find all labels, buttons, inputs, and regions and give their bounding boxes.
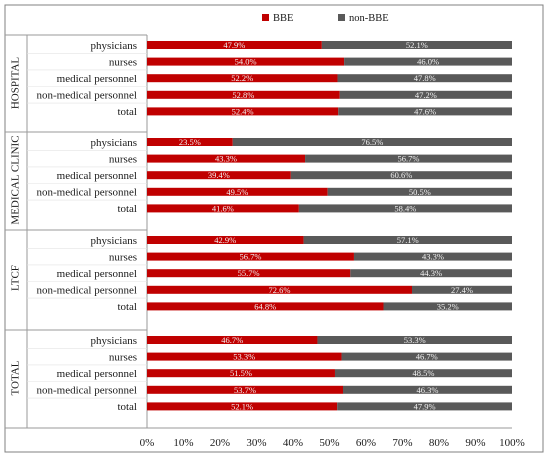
bar-label-bbe: 55.7% — [237, 268, 260, 279]
x-tick-label: 90% — [465, 437, 486, 449]
bar-label-bbe: 56.7% — [239, 251, 262, 262]
x-tick-label: 20% — [209, 437, 231, 449]
bar-label-non-bbe: 47.2% — [414, 89, 437, 100]
x-tick-label: 60% — [355, 437, 377, 449]
category-label: nurses — [108, 251, 137, 264]
category-label: non-medical personnel — [36, 384, 137, 397]
category-label: nurses — [108, 56, 137, 69]
bar-label-bbe: 49.5% — [226, 186, 249, 197]
legend-label-non-bbe: non-BBE — [349, 13, 389, 24]
category-label: non-medical personnel — [36, 89, 137, 102]
bar-label-bbe: 47.9% — [223, 40, 246, 50]
legend-swatch-non-bbe — [338, 14, 345, 21]
bar-label-non-bbe: 60.6% — [390, 170, 413, 181]
group-label: HOSPITAL — [9, 56, 22, 110]
category-label: total — [117, 203, 137, 216]
category-label: physicians — [90, 39, 137, 52]
bar-label-non-bbe: 53.3% — [403, 335, 426, 345]
group-label: TOTAL — [9, 360, 22, 396]
bar-label-non-bbe: 43.3% — [421, 251, 444, 262]
group-label: MEDICAL CLINIC — [9, 135, 22, 225]
bar-label-non-bbe: 50.5% — [408, 186, 431, 197]
bar-label-bbe: 51.5% — [230, 368, 252, 379]
bar-label-bbe: 53.7% — [234, 384, 256, 395]
bar-label-non-bbe: 56.7% — [397, 153, 420, 164]
category-label: medical personnel — [56, 368, 137, 380]
x-tick-label: 0% — [139, 437, 155, 449]
bar-label-non-bbe: 58.4% — [394, 203, 417, 214]
bar-label-non-bbe: 48.5% — [412, 368, 435, 379]
category-label: total — [117, 106, 137, 119]
category-label: non-medical personnel — [36, 284, 137, 297]
bar-label-bbe: 46.7% — [221, 335, 244, 345]
bar-label-non-bbe: 46.0% — [417, 56, 440, 67]
x-tick-label: 40% — [282, 437, 304, 449]
bar-label-bbe: 64.8% — [254, 301, 277, 312]
bar-label-bbe: 53.3% — [233, 351, 256, 362]
bar-label-non-bbe: 35.2% — [436, 301, 459, 312]
bar-label-bbe: 23.5% — [178, 137, 201, 147]
x-tick-label: 80% — [428, 437, 450, 449]
bar-label-bbe: 42.9% — [214, 235, 237, 245]
x-tick-label: 100% — [499, 437, 525, 449]
category-label: medical personnel — [56, 73, 137, 85]
x-tick-label: 10% — [173, 437, 194, 449]
category-label: nurses — [108, 351, 137, 364]
group-label: LTCF — [9, 265, 22, 291]
bar-label-bbe: 52.4% — [231, 106, 254, 117]
bar-label-non-bbe: 47.6% — [414, 106, 437, 117]
x-tick-label: 50% — [319, 437, 340, 449]
bar-label-non-bbe: 46.3% — [416, 384, 439, 395]
bar-label-non-bbe: 57.1% — [396, 235, 419, 245]
bar-label-non-bbe: 27.4% — [451, 284, 473, 295]
bar-label-bbe: 52.2% — [231, 73, 254, 84]
bar-label-non-bbe: 47.9% — [413, 401, 436, 412]
bar-label-bbe: 41.6% — [211, 203, 234, 214]
bar-label-non-bbe: 76.5% — [361, 137, 384, 147]
category-label: medical personnel — [56, 170, 137, 182]
category-label: physicians — [90, 234, 137, 247]
category-label: total — [117, 301, 137, 314]
x-tick-label: 70% — [392, 437, 413, 449]
bar-label-bbe: 39.4% — [207, 170, 230, 181]
bar-label-bbe: 72.6% — [268, 284, 291, 295]
category-label: nurses — [108, 153, 137, 166]
bar-label-non-bbe: 44.3% — [420, 268, 443, 279]
legend-swatch-bbe — [262, 14, 269, 21]
bar-label-non-bbe: 47.8% — [413, 73, 436, 84]
category-label: physicians — [90, 334, 137, 347]
category-label: non-medical personnel — [36, 186, 137, 199]
bar-label-bbe: 52.8% — [232, 89, 255, 100]
x-tick-label: 30% — [246, 437, 267, 449]
legend-label-bbe: BBE — [273, 13, 294, 24]
bar-label-non-bbe: 52.1% — [405, 40, 428, 50]
category-label: medical personnel — [56, 268, 137, 280]
category-label: physicians — [90, 136, 137, 149]
bar-label-non-bbe: 46.7% — [415, 351, 438, 362]
category-label: total — [117, 401, 137, 414]
bar-label-bbe: 52.1% — [231, 401, 254, 412]
bar-label-bbe: 54.0% — [234, 56, 257, 67]
bar-label-bbe: 43.3% — [215, 153, 238, 164]
